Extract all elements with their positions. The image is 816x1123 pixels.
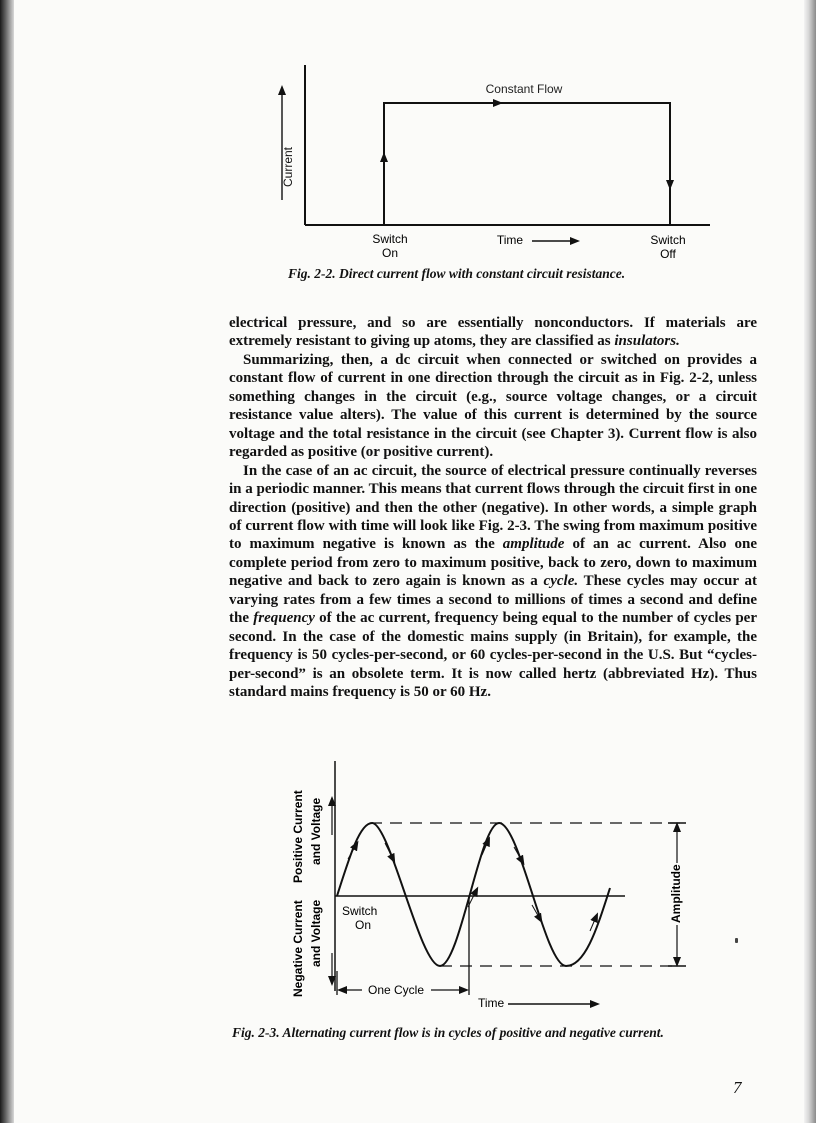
switch-on-label: Switch xyxy=(372,232,408,246)
positive-label-line1: Positive Current xyxy=(291,790,305,883)
wave-arrow-1 xyxy=(348,845,356,859)
term-frequency: frequency xyxy=(253,610,315,627)
negative-label-line1: Negative Current xyxy=(291,900,305,997)
term-amplitude: amplitude xyxy=(502,536,565,553)
figure-2-2-dc-graph xyxy=(260,55,730,265)
current-axis-label: Current xyxy=(281,146,295,187)
term-insulators: insulators. xyxy=(614,333,680,350)
one-cycle-label: One Cycle xyxy=(368,983,425,997)
switch-off-label: Switch xyxy=(650,233,686,247)
paragraph-2: Summarizing, then, a dc circuit when connected or switched on provides a constant flow of current in one direction through the circuit as in Fig. 2-2, unless something changes in the circuit (e.g., source voltage changes, or a circuit resistance value alters). The value of this current is determined by the source voltage and the total resistance in the circuit (see Chapter 3). Current flow is also regarded as positive (or positive current). xyxy=(229,351,757,461)
switch-on-sub: On xyxy=(381,246,399,260)
body-text xyxy=(229,314,757,702)
time-label: Time xyxy=(496,233,524,247)
paragraph-3: In the case of an ac circuit, the source of electrical pressure continually reverses in a periodic manner. This means that current flows through the circuit first in one direction (positive) and then the other (negative). In other words, a simple graph of current flow with time will look like Fig. 2-3. The swing from maximum positive to maximum negative is known as the amplitude of an ac current. Also one complete period from zero to maximum positive, back to zero, down to maximum negative and back to zero again is known as a cycle. These cycles may occur at varying rates from a few times a second to millions of times a second and define the frequency of the ac current, frequency being equal to the number of cycles per second. In the case of the domestic mains supply (in Britain), for example, the frequency is 50 cycles-per-second, or 60 cycles-per-second in the U.S. But “cycles-per-second” is an obsolete term. It is now called hertz (abbreviated Hz). Thus standard mains frequency is 50 or 60 Hz. xyxy=(229,462,758,701)
page-gutter-left xyxy=(0,0,14,1123)
print-speck xyxy=(735,938,738,943)
page-number: 7 xyxy=(733,1078,742,1097)
sine-wave xyxy=(337,823,610,966)
amplitude-label: Amplitude xyxy=(669,864,683,923)
constant-flow-label: Constant Flow xyxy=(485,82,563,96)
time-label: Time xyxy=(478,996,505,1010)
paragraph-1: electrical pressure, and so are essentially nonconductors. If materials are extremely resistant to giving up atoms, they are classified as insulators. xyxy=(229,315,757,350)
figure-2-3-caption: Fig. 2-3. Alternating current flow is in cycles of positive and negative current. xyxy=(232,1025,664,1040)
wave-arrow-5 xyxy=(514,847,522,861)
constant-flow-path xyxy=(384,103,670,225)
switch-sub: On xyxy=(355,918,372,932)
wave-arrow-2 xyxy=(385,843,393,859)
figure-2-2-caption: Fig. 2-2. Direct current flow with constant circuit resistance. xyxy=(288,266,626,281)
positive-label-line2: and Voltage xyxy=(309,797,323,865)
figure-2-3-ac-graph xyxy=(280,755,700,1017)
page-gutter-right xyxy=(804,0,816,1123)
switch-label: Switch xyxy=(342,904,378,918)
switch-off-sub: Off xyxy=(660,247,676,261)
term-cycle: cycle. xyxy=(543,573,579,590)
negative-label-line2: and Voltage xyxy=(309,899,323,967)
